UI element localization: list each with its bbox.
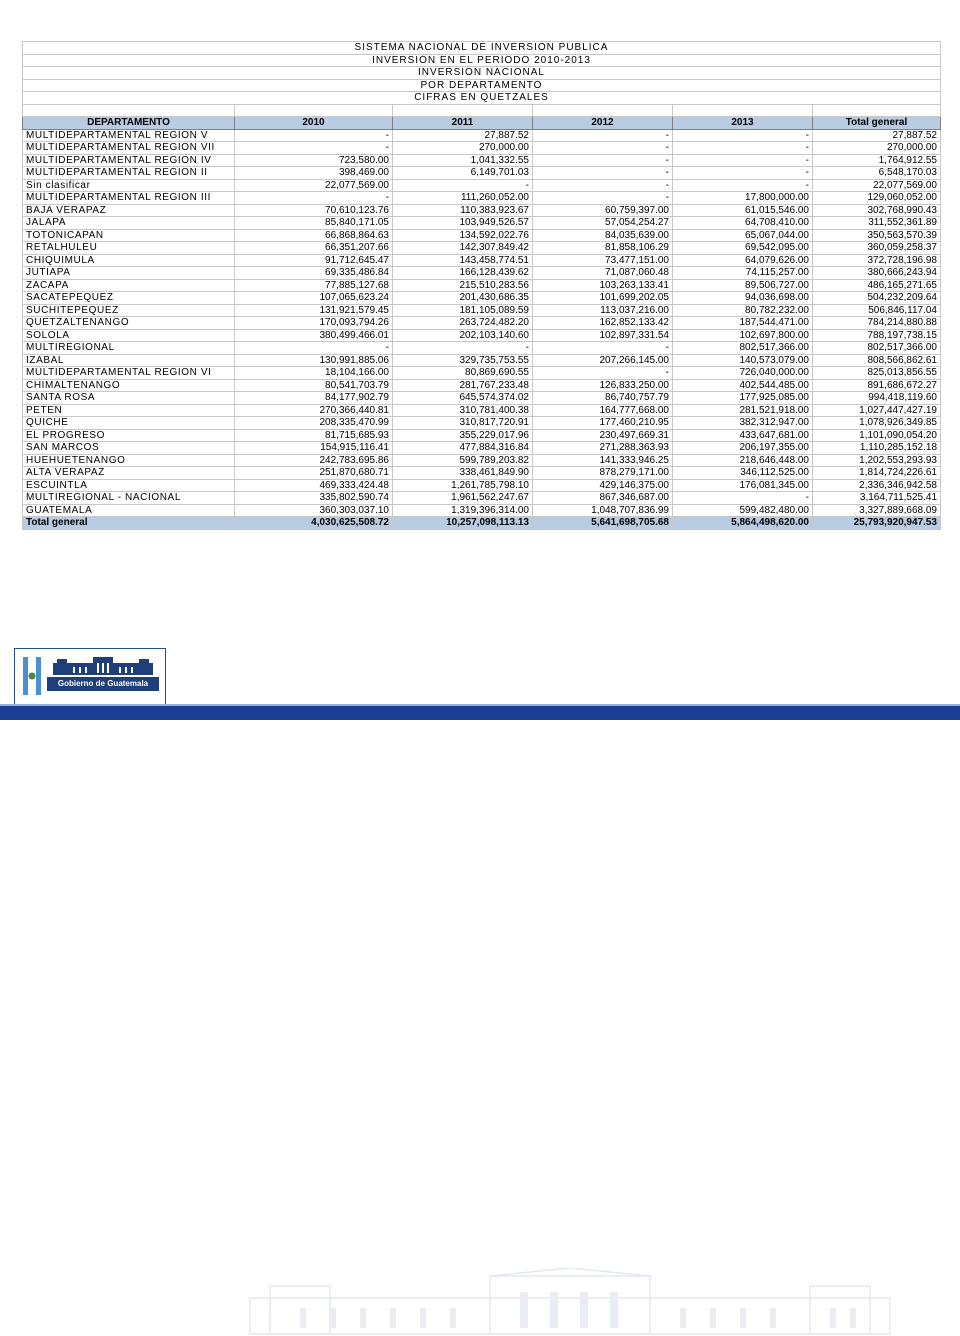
column-header: 2011	[393, 117, 533, 130]
amount-cell: 91,712,645.47	[235, 254, 393, 267]
table-row	[23, 417, 941, 430]
sheet-title: INVERSIÓN EN EL PERÍODO 2010-2013	[23, 54, 941, 67]
amount-cell: 398,469.00	[235, 167, 393, 180]
title-row	[23, 67, 941, 80]
department-name: TOTONICAPAN	[23, 229, 235, 242]
amount-cell: 469,333,424.48	[235, 479, 393, 492]
column-header: DEPARTAMENTO	[23, 117, 235, 130]
amount-cell: 61,015,546.00	[673, 204, 813, 217]
amount-cell: 110,383,923.67	[393, 204, 533, 217]
amount-cell: 867,346,687.00	[533, 492, 673, 505]
department-name: ALTA VERAPAZ	[23, 467, 235, 480]
amount-cell: 80,541,703.79	[235, 379, 393, 392]
amount-cell: 27,887.52	[813, 129, 941, 142]
amount-cell: 1,041,332.55	[393, 154, 533, 167]
palace-watermark-icon	[190, 1268, 950, 1336]
amount-cell: 6,149,701.03	[393, 167, 533, 180]
department-name: MULTIDEPARTAMENTAL REGION VI	[23, 367, 235, 380]
table-row	[23, 179, 941, 192]
total-label: Total general	[23, 517, 235, 530]
amount-cell: -	[533, 167, 673, 180]
amount-cell: 723,580.00	[235, 154, 393, 167]
amount-cell: 1,110,285,152.18	[813, 442, 941, 455]
sheet-title: CIFRAS EN QUETZALES	[23, 92, 941, 105]
amount-cell: 6,548,170.03	[813, 167, 941, 180]
column-header: 2013	[673, 117, 813, 130]
amount-cell: 1,101,090,054.20	[813, 429, 941, 442]
amount-cell: 70,610,123.76	[235, 204, 393, 217]
department-name: JUTIAPA	[23, 267, 235, 280]
amount-cell: 878,279,171.00	[533, 467, 673, 480]
amount-cell: -	[533, 367, 673, 380]
amount-cell: 360,059,258.37	[813, 242, 941, 255]
amount-cell: 1,078,926,349.85	[813, 417, 941, 430]
amount-cell: 71,087,060.48	[533, 267, 673, 280]
blank-cell	[23, 104, 235, 117]
table-row	[23, 254, 941, 267]
amount-cell: 208,335,470.99	[235, 417, 393, 430]
amount-cell: -	[673, 142, 813, 155]
amount-cell: 1,814,724,226.61	[813, 467, 941, 480]
amount-cell: -	[673, 154, 813, 167]
header-row	[23, 117, 941, 130]
amount-cell: -	[533, 179, 673, 192]
amount-cell: 102,897,331.54	[533, 329, 673, 342]
amount-cell: 187,544,471.00	[673, 317, 813, 330]
department-name: MULTIREGIONAL - NACIONAL	[23, 492, 235, 505]
table-row	[23, 292, 941, 305]
column-header: 2010	[235, 117, 393, 130]
table-row	[23, 329, 941, 342]
amount-cell: 103,949,526.57	[393, 217, 533, 230]
amount-cell: 802,517,366.00	[673, 342, 813, 355]
amount-cell: 85,840,171.05	[235, 217, 393, 230]
department-name: SANTA ROSA	[23, 392, 235, 405]
amount-cell: 506,846,117.04	[813, 304, 941, 317]
amount-cell: -	[235, 342, 393, 355]
table-row	[23, 304, 941, 317]
total-amount: 25,793,920,947.53	[813, 517, 941, 530]
table-row	[23, 154, 941, 167]
amount-cell: 281,521,918.00	[673, 404, 813, 417]
amount-cell: 271,288,363.93	[533, 442, 673, 455]
amount-cell: 164,777,668.00	[533, 404, 673, 417]
table-row	[23, 217, 941, 230]
amount-cell: 141,333,946.25	[533, 454, 673, 467]
department-name: QUICHE	[23, 417, 235, 430]
table-row	[23, 504, 941, 517]
table-row	[23, 229, 941, 242]
amount-cell: 18,104,166.00	[235, 367, 393, 380]
amount-cell: 230,497,669.31	[533, 429, 673, 442]
department-name: MULTIREGIONAL	[23, 342, 235, 355]
department-name: CHIQUIMULA	[23, 254, 235, 267]
amount-cell: 81,858,106.29	[533, 242, 673, 255]
amount-cell: -	[393, 342, 533, 355]
amount-cell: 57,054,254.27	[533, 217, 673, 230]
amount-cell: -	[533, 129, 673, 142]
amount-cell: 338,461,849.90	[393, 467, 533, 480]
amount-cell: 380,499,466.01	[235, 329, 393, 342]
amount-cell: 170,093,794.26	[235, 317, 393, 330]
table-row	[23, 167, 941, 180]
blank-cell	[533, 104, 673, 117]
amount-cell: 22,077,569.00	[813, 179, 941, 192]
table-row	[23, 267, 941, 280]
column-header: Total general	[813, 117, 941, 130]
title-row	[23, 92, 941, 105]
department-name: CHIMALTENANGO	[23, 379, 235, 392]
total-row	[23, 517, 941, 530]
amount-cell: 270,366,440.81	[235, 404, 393, 417]
department-name: GUATEMALA	[23, 504, 235, 517]
amount-cell: 1,764,912.55	[813, 154, 941, 167]
amount-cell: 181,105,089.59	[393, 304, 533, 317]
amount-cell: 346,112,525.00	[673, 467, 813, 480]
logo-text: Gobierno de Guatemala	[47, 677, 159, 691]
amount-cell: -	[393, 179, 533, 192]
investment-table	[22, 41, 941, 530]
table-row	[23, 242, 941, 255]
amount-cell: 60,759,397.00	[533, 204, 673, 217]
title-row	[23, 54, 941, 67]
amount-cell: 784,214,880.88	[813, 317, 941, 330]
amount-cell: 22,077,569.00	[235, 179, 393, 192]
amount-cell: 302,768,990.43	[813, 204, 941, 217]
amount-cell: -	[673, 492, 813, 505]
sheet-title: INVERSIÓN NACIONAL	[23, 67, 941, 80]
amount-cell: 802,517,366.00	[813, 342, 941, 355]
department-name: MULTIDEPARTAMENTAL REGION III	[23, 192, 235, 205]
table-row	[23, 429, 941, 442]
amount-cell: 206,197,355.00	[673, 442, 813, 455]
blank-cell	[393, 104, 533, 117]
amount-cell: 329,735,753.55	[393, 354, 533, 367]
department-name: HUEHUETENANGO	[23, 454, 235, 467]
sheet-title: SISTEMA NACIONAL DE INVERSIÓN PÚBLICA	[23, 42, 941, 55]
amount-cell: 113,037,216.00	[533, 304, 673, 317]
department-name: MULTIDEPARTAMENTAL REGION IV	[23, 154, 235, 167]
amount-cell: 80,869,690.55	[393, 367, 533, 380]
department-name: MULTIDEPARTAMENTAL REGION II	[23, 167, 235, 180]
department-name: EL PROGRESO	[23, 429, 235, 442]
amount-cell: 130,991,885.06	[235, 354, 393, 367]
amount-cell: 66,868,864.63	[235, 229, 393, 242]
amount-cell: 433,647,681.00	[673, 429, 813, 442]
amount-cell: 162,852,133.42	[533, 317, 673, 330]
amount-cell: -	[533, 342, 673, 355]
amount-cell: -	[533, 192, 673, 205]
amount-cell: 177,925,085.00	[673, 392, 813, 405]
palace-logo-icon	[49, 655, 157, 675]
amount-cell: 599,789,203.82	[393, 454, 533, 467]
amount-cell: 281,767,233.48	[393, 379, 533, 392]
table-row	[23, 204, 941, 217]
amount-cell: 81,715,685.93	[235, 429, 393, 442]
amount-cell: 73,477,151.00	[533, 254, 673, 267]
department-name: SAN MARCOS	[23, 442, 235, 455]
amount-cell: 808,566,862.61	[813, 354, 941, 367]
amount-cell: 310,781,400.38	[393, 404, 533, 417]
amount-cell: 645,574,374.02	[393, 392, 533, 405]
amount-cell: 1,961,562,247.67	[393, 492, 533, 505]
amount-cell: 335,802,590.74	[235, 492, 393, 505]
blank-row	[23, 104, 941, 117]
amount-cell: 111,260,052.00	[393, 192, 533, 205]
amount-cell: 270,000.00	[393, 142, 533, 155]
table-row	[23, 367, 941, 380]
amount-cell: 311,552,361.89	[813, 217, 941, 230]
amount-cell: 17,800,000.00	[673, 192, 813, 205]
table-row	[23, 392, 941, 405]
amount-cell: -	[673, 179, 813, 192]
table-row	[23, 479, 941, 492]
amount-cell: 27,887.52	[393, 129, 533, 142]
amount-cell: 382,312,947.00	[673, 417, 813, 430]
amount-cell: 994,418,119.60	[813, 392, 941, 405]
amount-cell: 177,460,210.95	[533, 417, 673, 430]
table-row	[23, 192, 941, 205]
amount-cell: 372,728,196.98	[813, 254, 941, 267]
amount-cell: 142,307,849.42	[393, 242, 533, 255]
amount-cell: 242,783,695.86	[235, 454, 393, 467]
amount-cell: 1,202,553,293.93	[813, 454, 941, 467]
table-row	[23, 342, 941, 355]
table-row	[23, 442, 941, 455]
amount-cell: 402,544,485.00	[673, 379, 813, 392]
amount-cell: 251,870,680.71	[235, 467, 393, 480]
department-name: MULTIDEPARTAMENTAL REGION V	[23, 129, 235, 142]
department-name: RETALHULEU	[23, 242, 235, 255]
amount-cell: 207,266,145.00	[533, 354, 673, 367]
table-row	[23, 379, 941, 392]
amount-cell: 66,351,207.66	[235, 242, 393, 255]
amount-cell: -	[235, 192, 393, 205]
sheet-title: POR DEPARTAMENTO	[23, 79, 941, 92]
blank-cell	[235, 104, 393, 117]
amount-cell: 599,482,480.00	[673, 504, 813, 517]
amount-cell: 3,164,711,525.41	[813, 492, 941, 505]
blank-cell	[813, 104, 941, 117]
government-logo	[14, 648, 166, 706]
amount-cell: 77,885,127.68	[235, 279, 393, 292]
blank-cell	[673, 104, 813, 117]
amount-cell: 429,146,375.00	[533, 479, 673, 492]
table-row	[23, 467, 941, 480]
table-row	[23, 404, 941, 417]
coat-of-arms-icon	[23, 657, 41, 695]
department-name: SOLOLA	[23, 329, 235, 342]
amount-cell: 215,510,283.56	[393, 279, 533, 292]
amount-cell: 1,261,785,798.10	[393, 479, 533, 492]
amount-cell: 80,782,232.00	[673, 304, 813, 317]
amount-cell: 310,817,720.91	[393, 417, 533, 430]
table-row	[23, 129, 941, 142]
amount-cell: 788,197,738.15	[813, 329, 941, 342]
amount-cell: 69,542,095.00	[673, 242, 813, 255]
amount-cell: 131,921,579.45	[235, 304, 393, 317]
total-amount: 10,257,098,113.13	[393, 517, 533, 530]
amount-cell: 504,232,209.64	[813, 292, 941, 305]
amount-cell: 107,065,623.24	[235, 292, 393, 305]
amount-cell: 380,666,243.94	[813, 267, 941, 280]
department-name: PETEN	[23, 404, 235, 417]
footer-bar	[0, 706, 960, 720]
amount-cell: 140,573,079.00	[673, 354, 813, 367]
amount-cell: 1,027,447,427.19	[813, 404, 941, 417]
table-row	[23, 279, 941, 292]
amount-cell: 1,319,396,314.00	[393, 504, 533, 517]
amount-cell: 89,506,727.00	[673, 279, 813, 292]
amount-cell: 2,336,346,942.58	[813, 479, 941, 492]
department-name: IZABAL	[23, 354, 235, 367]
amount-cell: 218,646,448.00	[673, 454, 813, 467]
amount-cell: 263,724,482.20	[393, 317, 533, 330]
amount-cell: 126,833,250.00	[533, 379, 673, 392]
amount-cell: 486,165,271.65	[813, 279, 941, 292]
table-row	[23, 142, 941, 155]
amount-cell: 84,177,902.79	[235, 392, 393, 405]
amount-cell: 69,335,486.84	[235, 267, 393, 280]
amount-cell: 477,884,316.84	[393, 442, 533, 455]
amount-cell: 129,060,052.00	[813, 192, 941, 205]
department-name: QUETZALTENANGO	[23, 317, 235, 330]
amount-cell: 102,697,800.00	[673, 329, 813, 342]
amount-cell: 74,115,257.00	[673, 267, 813, 280]
amount-cell: 891,686,672.27	[813, 379, 941, 392]
amount-cell: -	[533, 154, 673, 167]
amount-cell: 166,128,439.62	[393, 267, 533, 280]
department-name: JALAPA	[23, 217, 235, 230]
amount-cell: -	[235, 142, 393, 155]
amount-cell: 176,081,345.00	[673, 479, 813, 492]
amount-cell: 1,048,707,836.99	[533, 504, 673, 517]
amount-cell: 726,040,000.00	[673, 367, 813, 380]
amount-cell: 355,229,017.96	[393, 429, 533, 442]
department-name: ZACAPA	[23, 279, 235, 292]
department-name: BAJA VERAPAZ	[23, 204, 235, 217]
amount-cell: 350,563,570.39	[813, 229, 941, 242]
total-amount: 4,030,625,508.72	[235, 517, 393, 530]
title-row	[23, 42, 941, 55]
amount-cell: 202,103,140.60	[393, 329, 533, 342]
department-name: MULTIDEPARTAMENTAL REGION VII	[23, 142, 235, 155]
amount-cell: 360,303,037.10	[235, 504, 393, 517]
amount-cell: 86,740,757.79	[533, 392, 673, 405]
amount-cell: 3,327,889,668.09	[813, 504, 941, 517]
amount-cell: 154,915,116.41	[235, 442, 393, 455]
total-amount: 5,641,698,705.68	[533, 517, 673, 530]
amount-cell: 101,699,202.05	[533, 292, 673, 305]
title-row	[23, 79, 941, 92]
column-header: 2012	[533, 117, 673, 130]
department-name: SUCHITEPEQUEZ	[23, 304, 235, 317]
total-amount: 5,864,498,620.00	[673, 517, 813, 530]
department-name: ESCUINTLA	[23, 479, 235, 492]
amount-cell: 64,079,626.00	[673, 254, 813, 267]
amount-cell: 270,000.00	[813, 142, 941, 155]
amount-cell: 201,430,686.35	[393, 292, 533, 305]
amount-cell: 64,708,410.00	[673, 217, 813, 230]
amount-cell: 143,458,774.51	[393, 254, 533, 267]
amount-cell: -	[235, 129, 393, 142]
amount-cell: -	[673, 129, 813, 142]
department-name: Sin clasificar	[23, 179, 235, 192]
amount-cell: 134,592,022.76	[393, 229, 533, 242]
amount-cell: -	[673, 167, 813, 180]
amount-cell: 825,013,856.55	[813, 367, 941, 380]
department-name: SACATEPEQUEZ	[23, 292, 235, 305]
amount-cell: 84,035,639.00	[533, 229, 673, 242]
table-row	[23, 354, 941, 367]
table-row	[23, 317, 941, 330]
amount-cell: 103,263,133.41	[533, 279, 673, 292]
table-row	[23, 454, 941, 467]
amount-cell: -	[533, 142, 673, 155]
amount-cell: 94,036,698.00	[673, 292, 813, 305]
table-row	[23, 492, 941, 505]
amount-cell: 65,067,044.00	[673, 229, 813, 242]
